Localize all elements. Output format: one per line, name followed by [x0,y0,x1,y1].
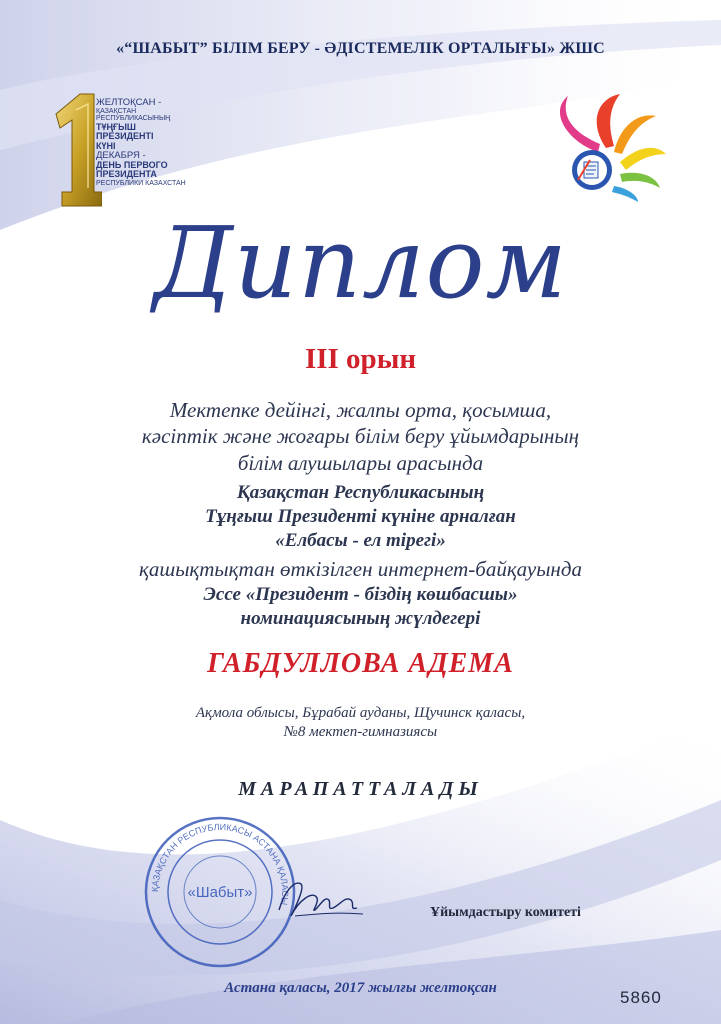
signature [265,870,375,930]
location-line-2: №8 мектеп-гимназиясы [283,723,438,740]
winner-name: ГАБДУЛЛОВА АДЕМА [207,648,514,679]
place-label: ІІІ орын [304,343,417,375]
bold-line-1: Қазақстан Республикасының [236,482,485,503]
description-block-3 [0,556,721,582]
stamp-center-text: «Шабыт» [187,884,253,901]
description-line-2: кәсіптік және жоғары білім беру ұйымдарының [141,424,580,449]
bold-line-5: номинациясының жүлдегері [240,608,481,630]
document-number: 5860 [620,988,662,1007]
logo-ru-line4: РЕСПУБЛИКИ КАЗАХСТАН [96,179,186,187]
bold-line-2: Тұңғыш Президенті күніне арналған [205,506,516,528]
logo-ru-line3: ПРЕЗИДЕНТА [96,169,157,180]
description-line-3: білім алушылары арасында [237,450,484,475]
description-block-4 [0,583,721,631]
bold-line-3: «Елбасы - ел тірегі» [275,530,446,552]
location-line-1: Ақмола облысы, Бұрабай ауданы, Щучинск қаласы, [195,705,526,721]
logo-ru-line2: ДЕНЬ ПЕРВОГО [96,159,168,170]
bold-line-4: Эссе «Президент - біздің көшбасшы» [203,584,518,605]
gold-numeral-one-icon [48,92,102,208]
city-date: Астана қаласы, 2017 жылғы желтоқсан [224,980,497,996]
description-block-2 [0,481,721,553]
organizing-committee-label: Ұйымдастыру комитеті [430,905,581,920]
first-president-day-logo [48,92,208,208]
stamp-outer-text: ҚАЗАҚСТАН РЕСПУБЛИКАСЫ АСТАНА ҚАЛАСЫ [149,821,291,906]
description-line-4: қашықтықтан өткізілген интернет-байқауында [139,557,582,581]
organization-title: «“ШАБЫТ” БІЛІМ БЕРУ - ӘДІСТЕМЕЛІК ОРТАЛЫҒЫ» ЖШС [116,40,605,57]
logo-kz-line3: РЕСПУБЛИКАСЫНЫҢ [96,115,171,123]
logo-kz-line6: КҮНІ [96,140,116,151]
diploma-title: Диплом [153,207,568,321]
logo-ru-line1: ДЕКАБРЯ - [96,149,146,161]
logo-kz-line4: ТҰҢҒЫШ [96,121,136,132]
logo-kz-line1: ЖЕЛТОҚСАН - [96,97,162,108]
logo-kz-line5: ПРЕЗИДЕНТІ [96,131,154,142]
logo-kz-line2: ҚАЗАҚСТАН [96,107,137,115]
winner-location [0,704,721,742]
rainbow-swirl-logo-icon [528,92,668,202]
description-block-1 [0,397,721,476]
awarded-label: МАРАПАТТАЛАДЫ [238,778,483,800]
description-line-1: Мектепке дейінгі, жалпы орта, қосымша, [169,398,552,422]
